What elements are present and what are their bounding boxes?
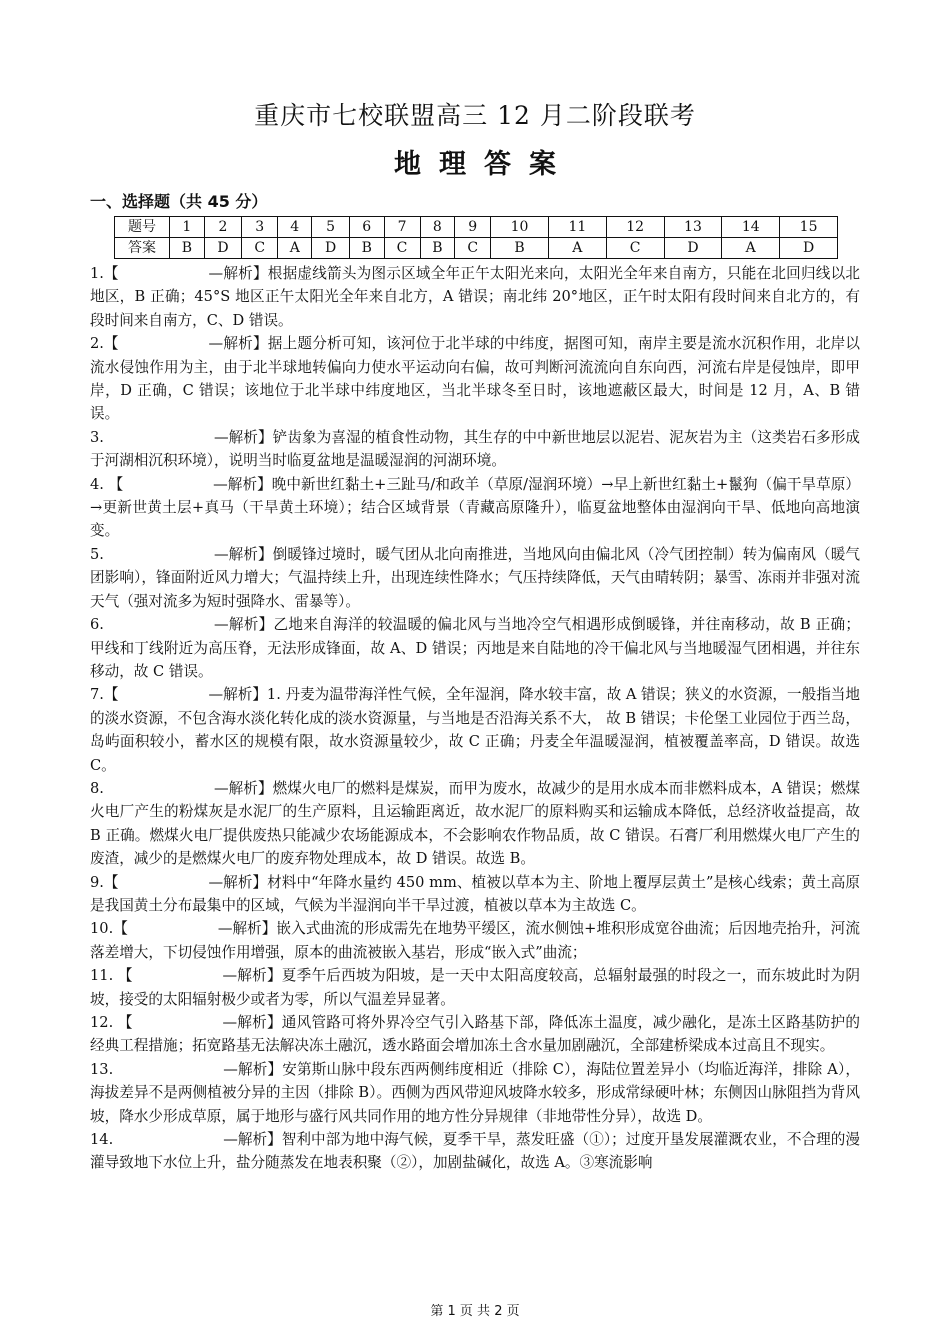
item-text: —解析】倒暖锋过境时，暖气团从北向南推进，当地风向由偏北风（冷气团控制）转为偏南风（暖气团影响），锋面附近风力增大；气温持续上升，出现连续性降水；气压持续降低，天气由晴转阴；暴雪、冻雨并非强对流天气（强对流多为短时强降水、雷暴等）。	[90, 545, 860, 610]
explanation-item	[90, 917, 860, 964]
question-number-cell: 7	[384, 217, 420, 238]
explanation-item	[90, 473, 860, 543]
answer-cell: C	[606, 238, 664, 259]
answer-cell: C	[384, 238, 420, 259]
answer-cell: A	[278, 238, 312, 259]
answer-cell: D	[204, 238, 242, 259]
answer-row	[115, 238, 838, 259]
question-number-cell: 1	[170, 217, 205, 238]
question-number-cell: 10	[491, 217, 549, 238]
item-text: —解析】安第斯山脉中段东西两侧纬度相近（排除 C），海陆位置差异小（均临近海洋，排除 A），海拔差异不是两侧植被分异的主因（排除 B）。西侧为西风带迎风坡降水较多，形成常绿硬叶林；东侧因山脉阻挡为背风坡，降水少形成草原，属于地形与盛行风共同作用的地方性分异规律（非地带性分异），故选 D。	[90, 1060, 860, 1125]
item-text: —解析】1. 丹麦为温带海洋性气候，全年湿润，降水较丰富，故 A 错误；狭义的水资源，一般指当地的淡水资源，不包含海水淡化转化成的淡水资源量，与当地是否沿海关系不大， 故 B 错误；卡伦堡工业园位于西兰岛，岛屿面积较小，蓄水区的规模有限，故水资源量较少，故 C 正确；丹麦全年温暖湿润，植被覆盖率高，D 错误。故选 C。	[90, 686, 860, 774]
question-number-cell: 6	[349, 217, 384, 238]
question-number-cell: 4	[278, 217, 312, 238]
explanation-item	[90, 332, 860, 426]
explanation-item	[90, 777, 860, 871]
question-number-cell: 2	[204, 217, 242, 238]
question-number-cell: 14	[722, 217, 780, 238]
item-number: 10.【	[90, 920, 128, 938]
item-text: —解析】乙地来自海洋的较温暖的偏北风与当地冷空气相遇形成倒暖锋，并往南移动，故 B 正确；甲线和丁线附近为高压脊，无法形成锋面，故 A、D 错误；丙地是来自陆地的冷干偏北风与当地暖湿气团相遇，并往东移动，故 C 错误。	[90, 616, 860, 680]
explanation-item	[90, 543, 860, 613]
item-number: 3.	[90, 428, 104, 446]
answer-cell: A	[548, 238, 606, 259]
page-footer: 第 1 页 共 2 页	[430, 1304, 520, 1319]
item-number: 9.【	[90, 873, 119, 891]
item-text: —解析】智利中部为地中海气候，夏季干旱，蒸发旺盛（①）；过度开垦发展灌溉农业，不合理的漫灌导致地下水位上升，盐分随蒸发在地表积聚（②），加剧盐碱化，故选 A。③寒流影响	[90, 1131, 860, 1172]
question-number-row	[115, 217, 838, 238]
explanation-item	[90, 613, 860, 683]
explanation-item	[90, 1011, 860, 1058]
section-heading: 一、选择题（共 45 分）	[90, 192, 268, 211]
item-number: 2.【	[90, 335, 119, 353]
row-label: 题号	[115, 217, 170, 238]
answer-cell: D	[312, 238, 350, 259]
explanation-item	[90, 426, 860, 473]
item-text: —解析】晚中新世红黏土+三趾马/和政羊（草原/湿润环境）→早上新世红黏土+鬣狗（偏干旱草原）→更新世黄土层+真马（干旱黄土环境）；结合区域背景（青藏高原隆升），临夏盆地整体由湿润向干旱、低地向高地演变。	[90, 475, 860, 540]
answer-cell: C	[455, 238, 491, 259]
answer-cell: B	[420, 238, 455, 259]
answer-cell: A	[722, 238, 780, 259]
question-number-cell: 9	[455, 217, 491, 238]
explanation-item	[90, 683, 860, 777]
item-number: 6.	[90, 616, 104, 634]
answer-cell: B	[491, 238, 549, 259]
page-subtitle: 地理答案	[394, 149, 574, 180]
item-number: 13.	[90, 1060, 114, 1078]
explanation-item	[90, 262, 860, 332]
item-number: 12. 【	[90, 1014, 133, 1031]
item-text: —解析】通风管路可将外界冷空气引入路基下部，降低冻土温度，减少融化，是冻土区路基防护的经典工程措施；拓宽路基无法解决冻土融沉，透水路面会增加冻土含水量加剧融沉，全部建桥梁成本过高且不现实。	[90, 1014, 860, 1055]
item-number: 8.	[90, 779, 104, 797]
answer-cell: D	[780, 238, 838, 259]
answer-cell: B	[349, 238, 384, 259]
question-number-cell: 5	[312, 217, 350, 238]
explanation-item	[90, 1058, 860, 1128]
question-number-cell: 8	[420, 217, 455, 238]
item-text: —解析】材料中“年降水量约 450 mm、植被以草本为主、阶地上覆厚层黄土”是核心线索；黄土高原是我国黄土分布最集中的区域，气候为半湿润向半干旱过渡，植被以草本为主故选 C。	[90, 873, 860, 914]
question-number-cell: 11	[548, 217, 606, 238]
item-text: —解析】根据虚线箭头为图示区域全年正午太阳光来向，太阳光全年来自南方，只能在北回归线以北地区，B 正确；45°S 地区正午太阳光全年来自北方，A 错误；南北纬 20°地区，正午时太阳有段时间来自北方的，有段时间来自南方，C、D 错误。	[90, 265, 860, 329]
item-number: 14.	[90, 1131, 114, 1149]
item-text: —解析】燃煤火电厂的燃料是煤炭，而甲为废水，故减少的是用水成本而非燃料成本，A 错误；燃煤火电厂产生的粉煤灰是水泥厂的生产原料，且运输距离近，故水泥厂的原料购买和运输成本降低，总经济收益提高，故 B 正确。燃煤火电厂提供废热只能减少农场能源成本，不会影响农作物品质，故 C 错误。石膏厂利用燃煤火电厂产生的废渣，减少的是燃煤火电厂的废弃物处理成本，故 D 错误。故选 B。	[90, 779, 860, 868]
question-number-cell: 12	[606, 217, 664, 238]
question-number-cell: 15	[780, 217, 838, 238]
item-number: 4. 【	[90, 475, 124, 493]
answer-table	[114, 216, 838, 259]
item-text: —解析】铲齿象为喜湿的植食性动物，其生存的中中新世地层以泥岩、泥灰岩为主（这类岩石多形成于河湖相沉积环境），说明当时临夏盆地是温暖湿润的河湖环境。	[90, 428, 860, 470]
explanation-item	[90, 964, 860, 1011]
answer-cell: C	[242, 238, 278, 259]
row-label: 答案	[115, 238, 170, 259]
explanations	[90, 262, 860, 1175]
item-number: 5.	[90, 545, 104, 563]
answer-cell: B	[170, 238, 205, 259]
item-number: 1.【	[90, 265, 119, 282]
page-title: 重庆市七校联盟高三 12 月二阶段联考	[254, 101, 696, 130]
explanation-item	[90, 871, 860, 918]
answer-cell: D	[664, 238, 722, 259]
item-text: —解析】据上题分析可知，该河位于北半球的中纬度，据图可知，南岸主要是流水沉积作用，北岸以流水侵蚀作用为主，由于北半球地转偏向力使水平运动向右偏，故可判断河流流向自东向西，河流右岸是侵蚀岸，即甲岸，D 正确，C 错误；该地位于北半球中纬度地区，当北半球冬至日时，该地遮蔽区最大，时间是 12 月，A、B 错误。	[90, 335, 860, 423]
item-number: 11. 【	[90, 967, 133, 985]
question-number-cell: 3	[242, 217, 278, 238]
question-number-cell: 13	[664, 217, 722, 238]
item-number: 7.【	[90, 686, 119, 704]
explanation-item	[90, 1128, 860, 1175]
item-text: —解析】嵌入式曲流的形成需先在地势平缓区，流水侧蚀+堆积形成宽谷曲流；后因地壳抬升，河流落差增大，下切侵蚀作用增强，原本的曲流被嵌入基岩，形成“嵌入式”曲流；	[90, 920, 860, 961]
item-text: —解析】夏季午后西坡为阳坡，是一天中太阳高度较高，总辐射最强的时段之一，而东坡此时为阴坡，接受的太阳辐射极少或者为零，所以气温差异显著。	[90, 967, 860, 1008]
